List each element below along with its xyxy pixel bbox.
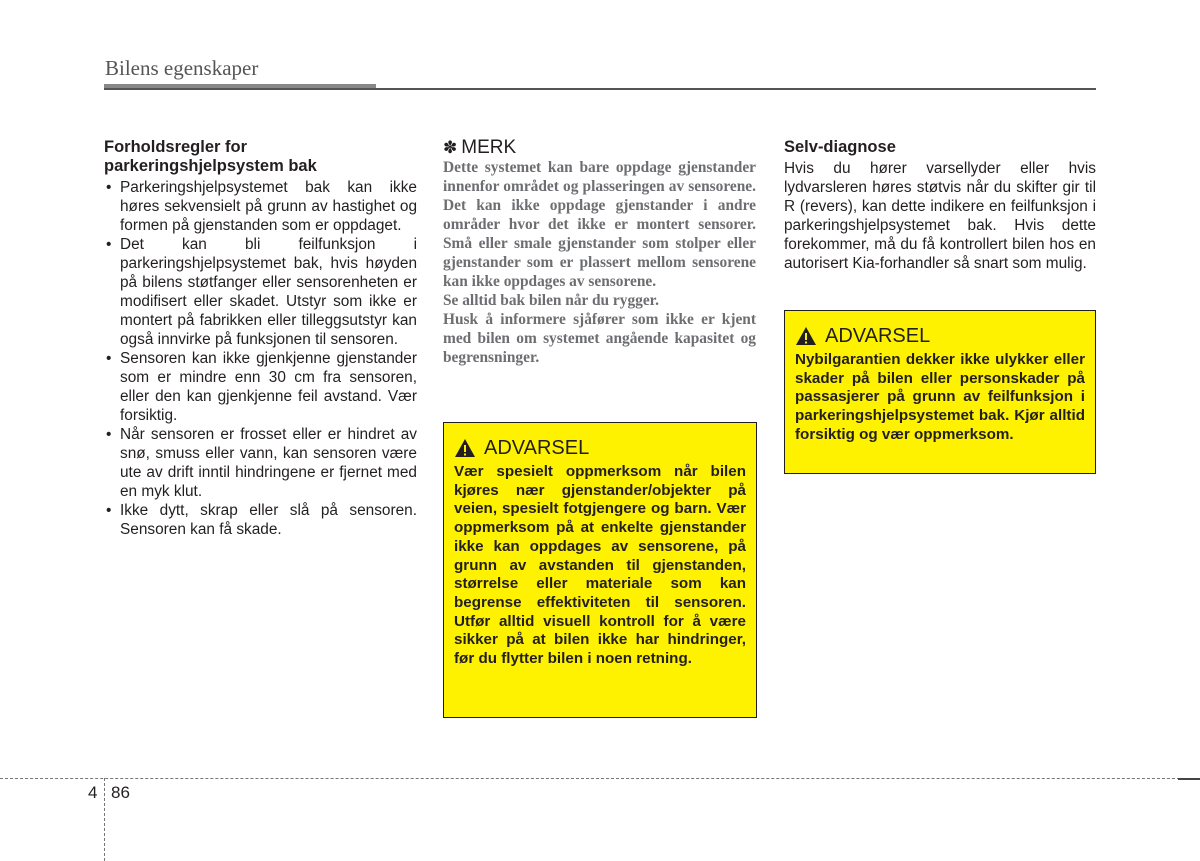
section-heading-precautions [104, 138, 417, 176]
note-title: MERK [461, 137, 517, 158]
warning-box-middle [443, 422, 757, 718]
note-heading [443, 138, 756, 157]
list-item: • Det kan bli feilfunksjon i parkeringshjelpsystemet bak, hvis høyden på bilens støtfanger eller sensorenheten er modifisert eller skadet. Utstyr som ikke er montert på fabrikken eller tilleggsutstyr kan også innvirke på funksjonen til sensoren. [104, 235, 417, 349]
self-diagnosis-body [784, 159, 1096, 273]
warning-triangle-icon [454, 438, 476, 458]
chapter-number: 4 [88, 783, 98, 802]
note-paragraph: Husk å informere sjåfører som ikke er kjent med bilen om systemet angående kapasitet og begrensninger. [443, 311, 756, 366]
header-rule [104, 88, 1096, 90]
warning-title: ADVARSEL [484, 437, 590, 459]
warning-title: ADVARSEL [825, 325, 931, 347]
warning-box-right [784, 310, 1096, 474]
note-body [443, 158, 756, 367]
warning-paragraph: Vær spesielt oppmerksom når bilen kjøres nær gjenstander/objekter på veien, spesielt fotgjengere og barn. Vær oppmerksom på at enkelte gjenstander ikke kan oppdages av sensorene, på grunn av avstanden til gjenstanden, størrelse eller materiale som kan begrense effektiviteten til sensoren. Utfør alltid visuell kontroll for å være sikker på at bilen ikke har hindringer, før du flytter bilen i noen retning. [454, 463, 746, 668]
self-diagnosis-paragraph: Hvis du hører varsellyder eller hvis lydvarsleren høres støtvis når du skifter gir til R (revers), kan dette indikere en feilfunksjon i parkeringshjelpsystemet bak. Hvis dette forekommer, må du få kontrollert bilen hos en autorisert Kia-forhandler så snart som mulig. [784, 160, 1096, 272]
header-title: Bilens egenskaper [105, 56, 259, 80]
heading-line-1: Forholdsregler for [104, 138, 248, 156]
list-item: • Ikke dytt, skrap eller slå på sensoren. Sensoren kan få skade. [104, 501, 417, 539]
footer-divider [0, 778, 1200, 779]
precautions-list [104, 178, 417, 539]
middle-column [443, 138, 756, 367]
section-heading-self-diagnosis: Selv-diagnose [784, 138, 896, 156]
warning-triangle-icon [795, 326, 817, 346]
asterisk-icon: ✽ [443, 138, 458, 157]
right-column [784, 138, 1096, 273]
heading-line-2: parkeringshjelpsystem bak [104, 157, 317, 175]
page-number: 86 [111, 783, 130, 802]
warning-text [795, 351, 1085, 445]
list-item: • Parkeringshjelpsystemet bak kan ikke høres sekvensielt på grunn av hastighet og formen på gjenstanden som er oppdaget. [104, 178, 417, 235]
note-paragraph: Dette systemet kan bare oppdage gjenstander innenfor området og plasseringen av sensorene. Det kan ikke oppdage gjenstander i andre områder hvor det ikke er montert sensorer. Små eller smale gjenstander som stolper eller gjenstander som er plassert mellom sensorene kan ikke oppdages av sensorene. [443, 159, 756, 290]
footer-vertical-divider [104, 778, 105, 861]
warning-heading [795, 324, 1085, 348]
note-paragraph: Se alltid bak bilen når du rygger. [443, 292, 659, 309]
left-column [104, 138, 417, 539]
list-item: • Sensoren kan ikke gjenkjenne gjenstander som er mindre enn 30 cm fra sensoren, eller den kan gjenkjenne feil avstand. Vær forsiktig. [104, 349, 417, 425]
footer-tick [1178, 778, 1200, 780]
warning-text [454, 463, 746, 669]
warning-paragraph: Nybilgarantien dekker ikke ulykker eller skader på bilen eller personskader på passasjerer på grunn av feilfunksjon i parkeringshjelpsystemet bak. Kjør alltid forsiktig og vær oppmerksom. [795, 351, 1085, 443]
list-item: • Når sensoren er frosset eller er hindret av snø, smuss eller vann, kan sensoren være ute av drift inntil hindringene er fjernet med en myk klut. [104, 425, 417, 501]
warning-heading [454, 436, 746, 460]
